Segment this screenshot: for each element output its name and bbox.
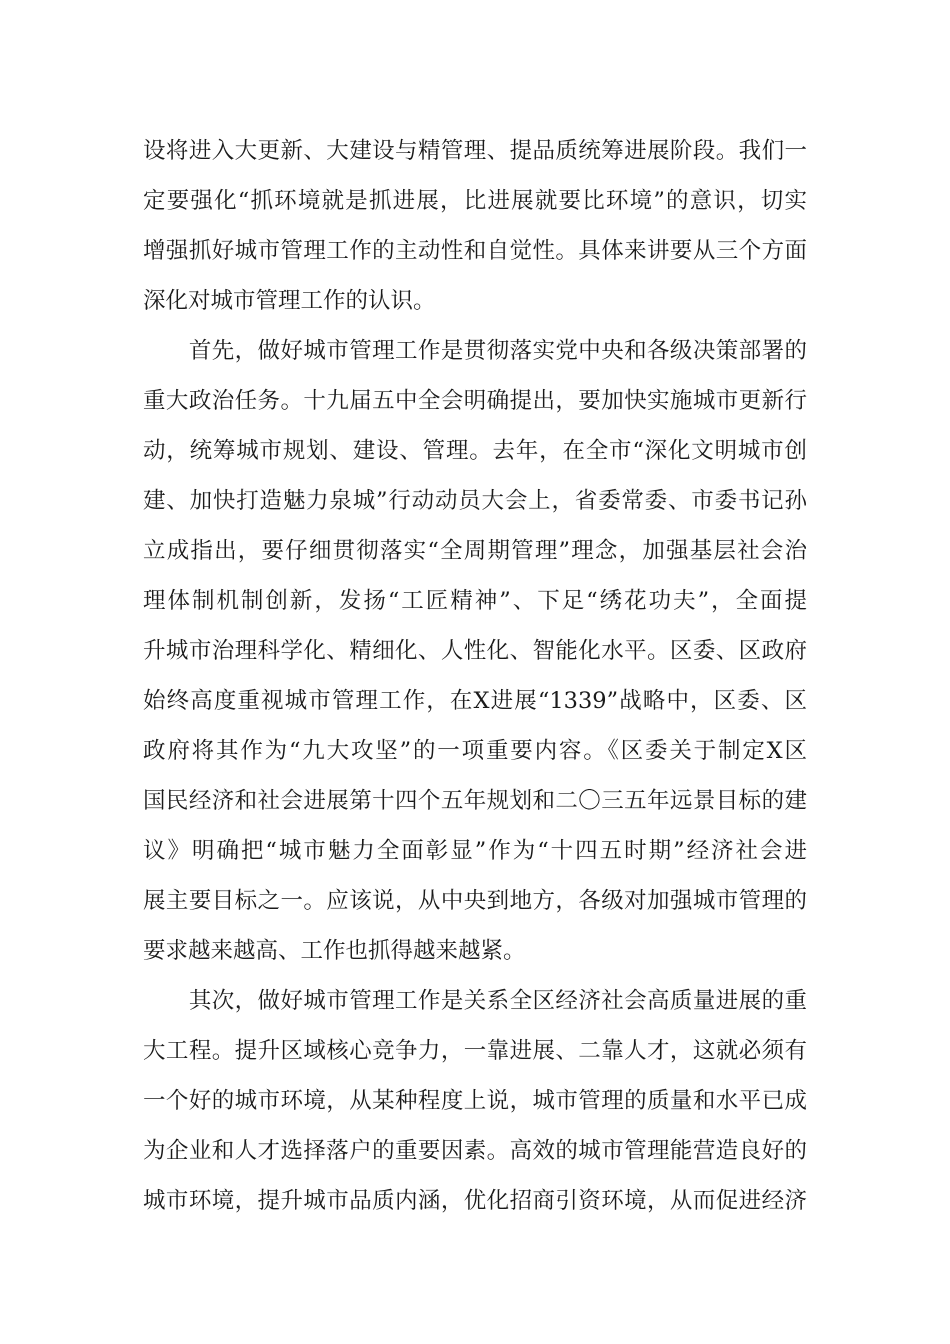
paragraph-2-line-8: 始终高度重视城市管理工作，在X进展“1339”战略中，区委、区 [143,688,807,714]
paragraph-1-line-3: 增强抓好城市管理工作的主动性和自觉性。具体来讲要从三个方面 [143,238,807,264]
paragraph-1-line-1: 设将进入大更新、大建设与精管理、提品质统筹进展阶段。我们一 [143,138,807,164]
paragraph-2-line-6: 理体制机制创新，发扬“工匠精神”、下足“绣花功夫”，全面提 [143,588,807,614]
paragraph-1-line-2: 定要强化“抓环境就是抓进展，比进展就要比环境”的意识，切实 [143,188,807,214]
paragraph-3-line-1: 其次，做好城市管理工作是关系全区经济社会高质量进展的重 [143,988,807,1014]
paragraph-2-line-10: 国民经济和社会进展第十四个五年规划和二〇三五年远景目标的建 [143,788,807,814]
paragraph-3-line-3: 一个好的城市环境，从某种程度上说，城市管理的质量和水平已成 [143,1088,807,1114]
paragraph-3-line-5: 城市环境，提升城市品质内涵，优化招商引资环境，从而促进经济 [143,1188,807,1214]
paragraph-2-line-2: 重大政治任务。十九届五中全会明确提出，要加快实施城市更新行 [143,388,807,414]
paragraph-1-line-4: 深化对城市管理工作的认识。 [143,288,436,314]
paragraph-2-line-3: 动，统筹城市规划、建设、管理。去年，在全市“深化文明城市创 [143,438,807,464]
paragraph-2-line-11: 议》明确把“城市魅力全面彰显”作为“十四五时期”经济社会进 [143,838,807,864]
paragraph-3-line-4: 为企业和人才选择落户的重要因素。高效的城市管理能营造良好的 [143,1138,807,1164]
paragraph-2-line-9: 政府将其作为“九大攻坚”的一项重要内容。《区委关于制定X区 [143,738,807,764]
paragraph-2-line-4: 建、加快打造魅力泉城”行动动员大会上，省委常委、市委书记孙 [143,488,807,514]
paragraph-2-line-13: 要求越来越高、工作也抓得越来越紧。 [143,938,526,964]
paragraph-2-line-1: 首先，做好城市管理工作是贯彻落实党中央和各级决策部署的 [143,338,807,364]
paragraph-2-line-12: 展主要目标之一。应该说，从中央到地方，各级对加强城市管理的 [143,888,807,914]
paragraph-2-line-7: 升城市治理科学化、精细化、人性化、智能化水平。区委、区政府 [143,638,807,664]
paragraph-2-line-5: 立成指出，要仔细贯彻落实“全周期管理”理念，加强基层社会治 [143,538,807,564]
paragraph-3-line-2: 大工程。提升区域核心竞争力，一靠进展、二靠人才，这就必须有 [143,1038,807,1064]
